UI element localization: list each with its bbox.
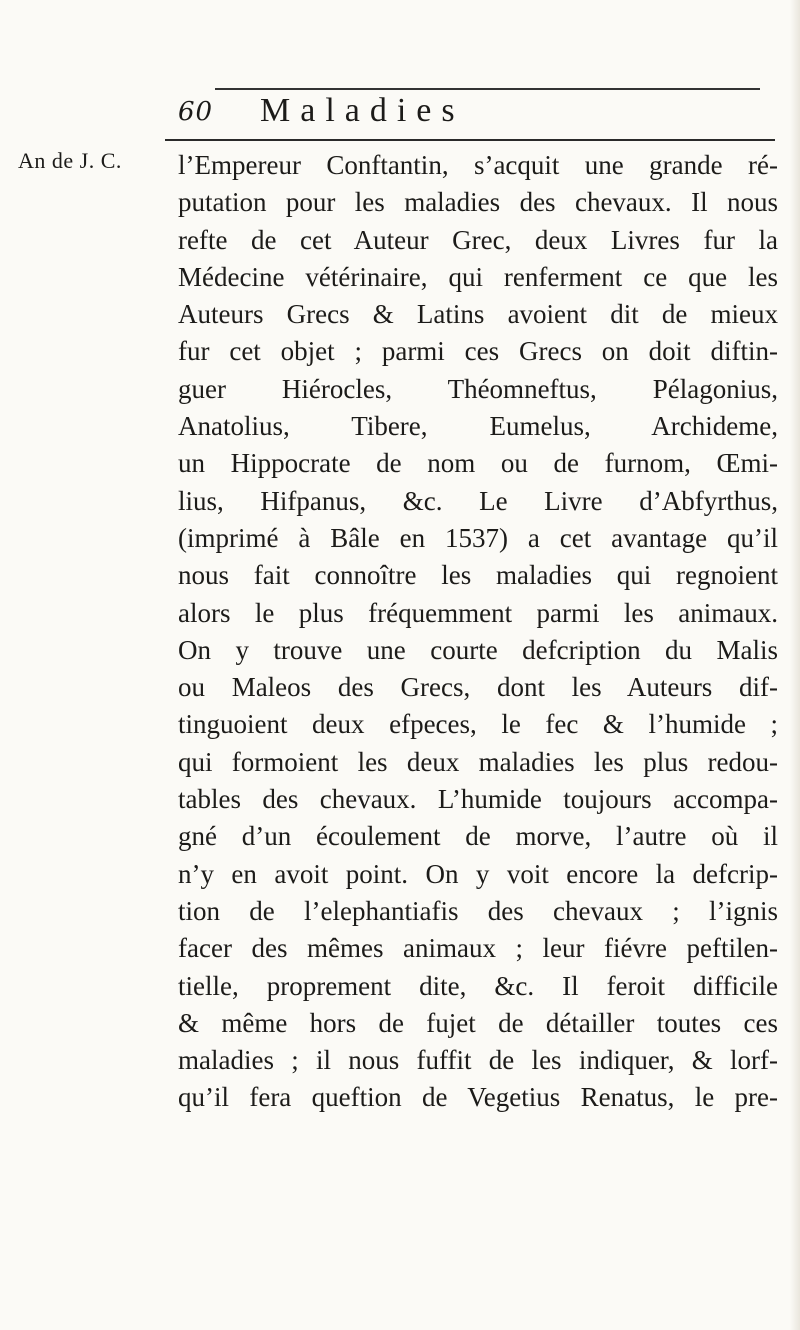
- text-line: tielle, proprement dite, &c. Il feroit difficile: [178, 970, 778, 1001]
- text-line: On y trouve une courte defcription du Malis: [178, 634, 778, 665]
- text-line: putation pour les maladies des chevaux. Il nous: [178, 187, 778, 218]
- text-line: Anatolius, Tibere, Eumelus, Archideme,: [178, 411, 778, 442]
- text-line: guer Hiérocles, Théomneftus, Pélagonius,: [178, 373, 778, 404]
- text-line: maladies ; il nous fuffit de les indiquer, & lorf-: [178, 1045, 778, 1076]
- text-line: qu’il fera queftion de Vegetius Renatus, le pre-: [178, 1082, 778, 1113]
- text-line: lius, Hifpanus, &c. Le Livre d’Abfyrthus,: [178, 485, 778, 516]
- text-line: tion de l’elephantiafis des chevaux ; l’ignis: [178, 895, 778, 926]
- page-number: 60: [178, 97, 214, 127]
- text-line: refte de cet Auteur Grec, deux Livres fur la: [178, 224, 778, 255]
- text-line: alors le plus fréquemment parmi les animaux.: [178, 597, 778, 628]
- text-line: l’Empereur Conftantin, s’acquit une grande ré-: [178, 150, 778, 180]
- text-line: n’y en avoit point. On y voit encore la defcrip-: [178, 858, 778, 889]
- margin-note: An de J. C.: [18, 148, 122, 173]
- running-head: Maladies: [260, 92, 465, 129]
- text-line: qui formoient les deux maladies les plus redou-: [178, 746, 778, 777]
- page-edge-shadow: [790, 0, 800, 1330]
- body-text: [178, 147, 778, 1117]
- text-line: tables des chevaux. L’humide toujours accompa-: [178, 784, 778, 815]
- text-line: (imprimé à Bâle en 1537) a cet avantage qu’il: [178, 522, 778, 553]
- text-line: un Hippocrate de nom ou de furnom, Œmi-: [178, 448, 778, 479]
- top-rule: [215, 88, 760, 90]
- text-line: Médecine vétérinaire, qui renferment ce que les: [178, 261, 778, 292]
- text-line: gné d’un écoulement de morve, l’autre où il: [178, 821, 778, 852]
- text-line: nous fait connoître les maladies qui regnoient: [178, 560, 778, 591]
- header-rule: [165, 139, 775, 141]
- text-line: fur cet objet ; parmi ces Grecs on doit diftin-: [178, 336, 778, 367]
- text-line: tinguoient deux efpeces, le fec & l’humide ;: [178, 709, 778, 740]
- text-line: ou Maleos des Grecs, dont les Auteurs dif-: [178, 672, 778, 703]
- text-line: facer des mêmes animaux ; leur fiévre peftilen-: [178, 933, 778, 964]
- text-line: & même hors de fujet de détailler toutes ces: [178, 1007, 778, 1038]
- text-line: Auteurs Grecs & Latins avoient dit de mieux: [178, 299, 778, 330]
